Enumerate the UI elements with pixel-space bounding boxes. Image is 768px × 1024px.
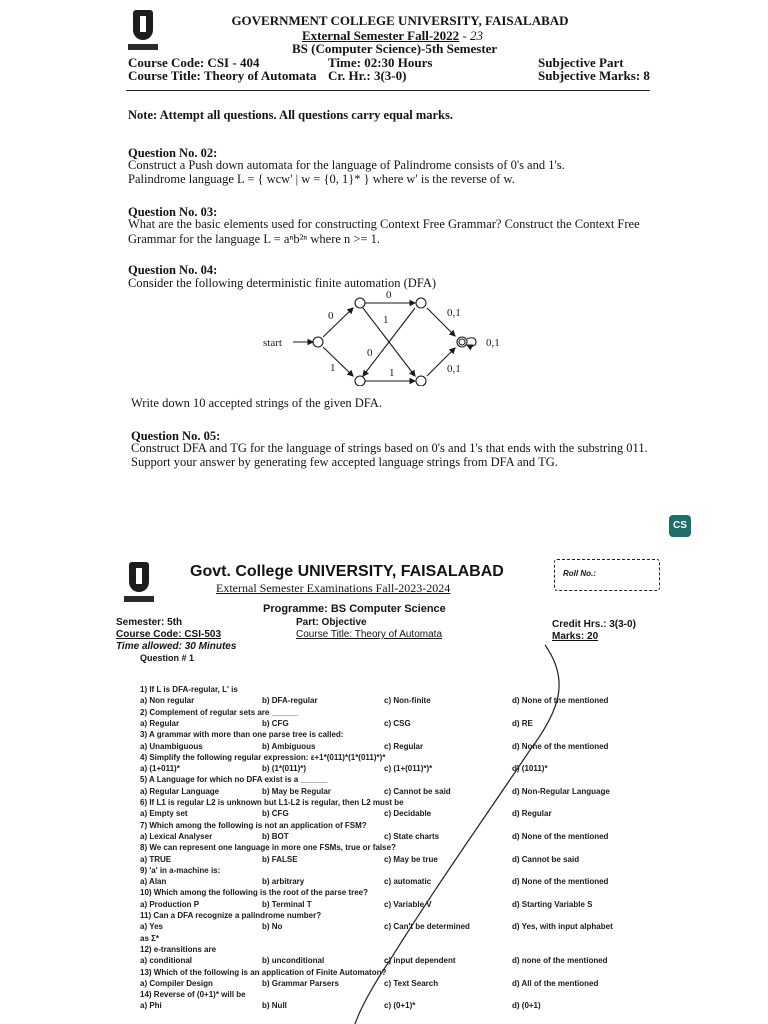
q4-line1: Consider the following deterministic finite automation (DFA)	[128, 276, 437, 290]
mcq-question-line: 11) Can a DFA recognize a palindrome number?	[140, 911, 322, 920]
marks-label: Subjective Marks: 8	[538, 68, 650, 83]
mcq-option: a) Lexical Analyser	[140, 831, 213, 841]
mcq-option: a) conditional	[140, 956, 192, 966]
mcq-question-line: 4) Simplify the following regular expression: ε+1*(011)*(1*(011)*)*	[140, 752, 386, 762]
dfa-label-3: 1	[383, 314, 389, 326]
mcq-option: b) No	[262, 922, 283, 932]
q3-line2: Grammar for the language L = aⁿb²ⁿ where n >= 1.	[128, 232, 381, 246]
q3-line1: What are the basic elements used for constructing Context Free Grammar? Construct the Context Free	[128, 217, 640, 231]
mcq-option: d) Starting Variable S	[512, 899, 593, 909]
mcq-question-line: 13) Which of the following is an application of Finite Automaton?	[140, 967, 387, 977]
credit-hours-2: Credit Hrs.: 3(3-0)	[552, 619, 636, 630]
note: Note: Attempt all questions. All questions carry equal marks.	[128, 108, 453, 122]
mcq-option: d) None of the mentioned	[512, 877, 609, 887]
semester: Semester: 5th	[116, 617, 183, 628]
q3-heading: Question No. 03:	[128, 205, 218, 219]
mcq-option: b) (1*(011)*)	[262, 764, 307, 774]
mcq-option: c) (0+1)*	[384, 1001, 416, 1011]
credit-hours: Cr. Hr.: 3(3-0)	[328, 68, 407, 83]
mcq-option: d) All of the mentioned	[512, 978, 599, 988]
mcq-option: a) Regular Language	[140, 786, 220, 796]
mcq-option: d) Cannot be said	[512, 854, 580, 864]
university-name-2: Govt. College UNIVERSITY, FAISALABAD	[190, 563, 504, 580]
q5-heading: Question No. 05:	[131, 429, 221, 443]
dfa-label-1: 0	[328, 310, 334, 322]
time-allowed: Time: 02:30 Hours	[328, 55, 433, 70]
mcq-question-line: 7) Which among the following is not an application of FSM?	[140, 820, 367, 830]
mcq-option: a) Phi	[140, 1001, 162, 1011]
mcq-option: c) Regular	[384, 741, 424, 751]
mcq-question-line: 5) A Language for which no DFA exist is a ______	[140, 775, 328, 785]
mcq-option: b) Null	[262, 1001, 287, 1011]
mcq-option: d) RE	[512, 718, 533, 728]
mcq-option: d) Yes, with input alphabet	[512, 922, 613, 932]
dfa-diagram	[255, 286, 525, 386]
mcq-option: d) None of the mentioned	[512, 741, 609, 751]
dfa-label-5: 1	[330, 362, 336, 374]
mcq-option: d) None of the mentioned	[512, 696, 609, 706]
q2-line1: Construct a Push down automata for the language of Palindrome consists of 0's and 1's.	[128, 158, 565, 172]
dfa-start-label: start	[263, 337, 282, 349]
mcq-option: b) Ambiguous	[262, 741, 316, 751]
mcq-option: d) (0+1)	[512, 1001, 541, 1011]
q5-line2: Support your answer by generating few accepted language strings from DFA and TG.	[131, 455, 558, 469]
university-name: GOVERNMENT COLLEGE UNIVERSITY, FAISALABAD	[231, 13, 569, 28]
mcq-option: b) arbitrary	[262, 877, 305, 887]
mcq-option: d) (1011)*	[512, 764, 548, 774]
university-logo-icon	[128, 8, 158, 50]
mcq-option: c) Non-finite	[384, 696, 431, 706]
mcq-question-line: 9) 'a' in a-machine is:	[140, 865, 221, 875]
dfa-label-7: 0,1	[447, 307, 461, 319]
time-allowed-2: Time allowed: 30 Minutes	[116, 641, 237, 652]
mcq-question-line: 3) A grammar with more than one parse tree is called:	[140, 730, 344, 740]
mcq-option: c) Cannot be said	[384, 786, 451, 796]
mcq-option: c) Decidable	[384, 809, 432, 819]
camscanner-badge: CS	[669, 515, 691, 537]
mcq-question-line: 12) e-transitions are	[140, 944, 217, 954]
mcq-question-line: as Σ*	[140, 933, 160, 943]
mcq-option: c) State charts	[384, 831, 440, 841]
part-label: Subjective Part	[538, 55, 624, 70]
header-rule	[126, 90, 650, 91]
mcq-question-line: 10) Which among the following is the root of the parse tree?	[140, 888, 369, 898]
q4-heading: Question No. 04:	[128, 263, 218, 277]
mcq-option: c) Text Search	[384, 978, 439, 988]
programme-line: Programme: BS Computer Science	[263, 603, 446, 615]
exam-paper-2023	[0, 545, 768, 1024]
mcq-option: c) CSG	[384, 718, 411, 728]
dfa-label-6: 1	[389, 367, 395, 379]
mcq-option: b) CFG	[262, 718, 289, 728]
course-title: Course Title: Theory of Automata	[128, 68, 317, 83]
mcq-option: a) (1+011)*	[140, 764, 180, 774]
mcq-option: c) Can't be determined	[384, 922, 470, 932]
dfa-label-2: 0	[386, 289, 392, 301]
mcq-option: d) none of the mentioned	[512, 956, 608, 966]
mcq-option: b) Terminal T	[262, 899, 312, 909]
q2-line2: Palindrome language L = { wcw' | w = {0, 1}* } where w' is the reverse of w.	[128, 172, 515, 186]
mcq-option: a) Unambiguous	[140, 741, 203, 751]
mcq-option: c) Variable V	[384, 899, 432, 909]
mcq-option: b) May be Regular	[262, 786, 331, 796]
dfa-label-9: 0,1	[447, 363, 461, 375]
part-objective: Part: Objective	[296, 617, 367, 628]
mcq-option: a) Empty set	[140, 809, 188, 819]
mcq-option: b) Grammar Parsers	[262, 978, 339, 988]
mcq-option: b) DFA-regular	[262, 696, 318, 706]
mcq-option: c) input dependent	[384, 956, 456, 966]
mcq-question-line: 2) Complement of regular sets are ______	[140, 707, 299, 717]
q2-heading: Question No. 02:	[128, 146, 218, 160]
university-logo-icon	[124, 560, 154, 602]
mcq-option: c) May be true	[384, 854, 438, 864]
exam-title: External Semester Fall-2022	[302, 28, 460, 43]
course-code-2: Course Code: CSI-503	[116, 629, 222, 640]
mcq-option: b) unconditional	[262, 956, 325, 966]
q4-after: Write down 10 accepted strings of the given DFA.	[131, 396, 382, 410]
mcq-option: b) FALSE	[262, 854, 298, 864]
program-line: BS (Computer Science)-5th Semester	[292, 41, 498, 56]
mcq-option: a) Yes	[140, 922, 163, 932]
mcq-question-line: 6) If L1 is regular L2 is unknown but L1-L2 is regular, then L2 must be	[140, 798, 404, 807]
mcq-question-line: 8) We can represent one language in more one FSMs, true or false?	[140, 843, 396, 853]
q5-line1: Construct DFA and TG for the language of strings based on 0's and 1's that ends with the substring 011.	[131, 441, 648, 455]
mcq-option: b) BOT	[262, 831, 289, 841]
mcq-option: d) Non-Regular Language	[512, 786, 610, 796]
course-code: Course Code: CSI - 404	[128, 55, 260, 70]
mcq-option: d) None of the mentioned	[512, 831, 609, 841]
course-title-2: Course Title: Theory of Automata	[296, 629, 443, 640]
roll-label: Roll No.:	[563, 569, 596, 578]
mcq-option: a) Production P	[140, 899, 200, 909]
roll-number-box	[554, 559, 660, 591]
question-1-heading: Question # 1	[140, 653, 195, 663]
mcq-option: a) Non regular	[140, 696, 195, 706]
dfa-label-8: 0,1	[486, 337, 500, 349]
mcq-option: c) (1+(011)*)*	[384, 764, 433, 774]
marks-2: Marks: 20	[552, 631, 599, 642]
handwritten-year: - 23	[462, 28, 484, 43]
mcq-option: b) CFG	[262, 809, 289, 819]
mcq-option: d) Regular	[512, 809, 552, 819]
mcq-option: c) automatic	[384, 877, 432, 887]
exam-title-2: External Semester Examinations Fall-2023-2024	[216, 581, 451, 595]
mcq-option: a) Compiler Design	[140, 978, 213, 988]
mcq-option: a) TRUE	[140, 854, 172, 864]
mcq-question-line: 14) Reverse of (0+1)* will be	[140, 990, 246, 1000]
mcq-option: a) Regular	[140, 718, 180, 728]
dfa-label-4: 0	[367, 347, 373, 359]
mcq-option: a) Alan	[140, 877, 167, 887]
mcq-question-line: 1) If L is DFA-regular, L' is	[140, 685, 238, 694]
